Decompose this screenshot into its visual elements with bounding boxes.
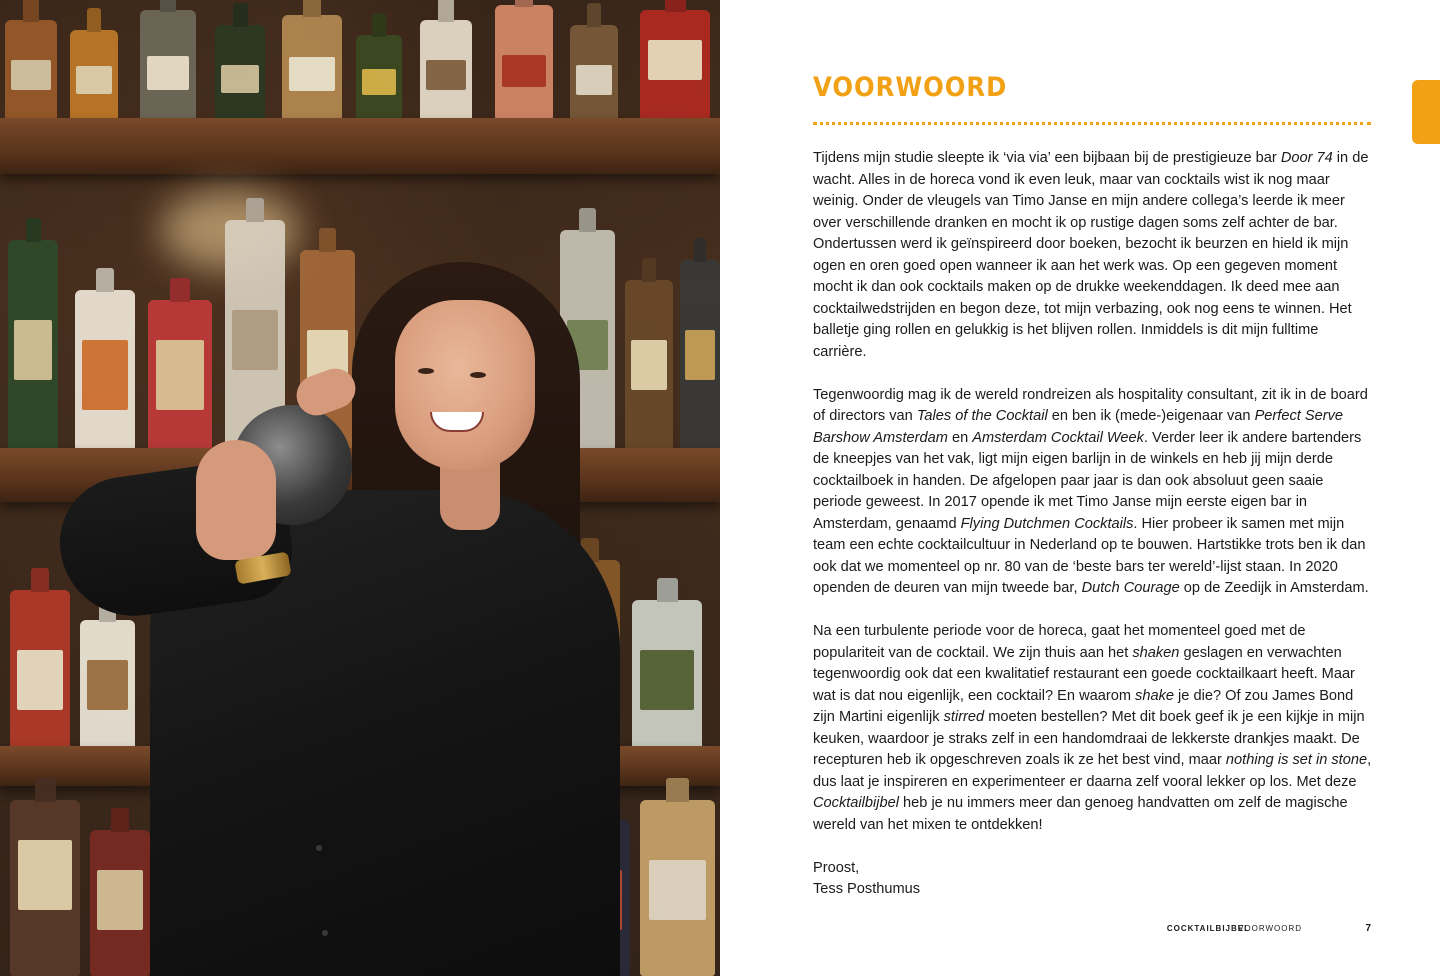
shelf (0, 118, 720, 174)
bottle (80, 620, 135, 760)
bottle (570, 25, 618, 120)
paragraph: Tijdens mijn studie sleepte ik ‘via via’ een bijbaan bij de prestigieuze bar Door 74 in de wacht. Alles in de horeca vond ik even leuk, maar van cocktails wist ik nog maar weinig. Onder de vleugels van Timo Janse en mijn andere collega’s leerde ik meer over verschillende dranken en mocht ik op rustige dagen soms zelf achter de bar. Ondertussen werd ik geïnspireerd door boeken, bezocht ik beurzen en hield ik mijn ogen en oren goed open wanneer ik aan het werk was. Op een gegeven moment mocht ik dan ook cocktails maken op de drukke weekenddagen. Ik deed mee aan cocktailwedstrijden en begon deze, tot mijn verbazing, ook nog eens te winnen. Het balletje ging rollen en gelukkig is het blijven rollen. Inmiddels is dit mijn fulltime carrière. (813, 150, 1369, 360)
italic-title: Flying Dutchmen Cocktails (960, 515, 1134, 532)
bottle (90, 830, 150, 976)
bottle (640, 800, 715, 976)
paragraph: Na een turbulente periode voor de horeca, gaat het momenteel goed met de populariteit van de cocktail. We zijn thuis aan het shaken geslagen en verwachten tegenwoordig ook dat een kwalitatief restaurant een goede cocktailkaart heeft. Maar wat is dat nou eigenlijk, een cocktail? En waarom shake je die? Of zou James Bond zijn Martini eigenlijk stirred moeten bestellen? Met dit boek geef ik je een kijkje in mijn keuken, waardoor je straks zelf in een handomdraai de lekkerste drankjes maakt. De recepturen heb ik opgeschreven zoals ik ze het best vind, maar nothing is set in stone, dus laat je inspireren en experimenteer er daarna zelf vooral lekker op los. Met deze Cocktailbijbel heb je nu immers meer dan genoeg handvatten om zelf de magische wereld van het mixen te ontdekken! (813, 623, 1372, 833)
shirt-button (322, 930, 328, 936)
bottle (215, 25, 265, 120)
paragraph: Tegenwoordig mag ik de wereld rondreizen als hospitality consultant, zit ik in de board of directors van Tales of the Cocktail en ben ik (mede-)eigenaar van Perfect Serve Barshow Amsterdam en Amsterdam Cocktail Week. Verder leer ik andere bartenders de kneepjes van het vak, ligt mijn eigen barlijn in de winkels en heb jij mijn derde cocktailboek in handen. De afgelopen paar jaar is dan ook absoluut geen saaie periode geweest. In 2017 opende ik met Timo Janse mijn eerste eigen bar in Amsterdam, genaamd Flying Dutchmen Cocktails. Hier probeer ik samen met mijn team een echte cocktailcultuur in Nederland op te bouwen. Hartstikke trots ben ik dan ook dat we momenteel op nr. 80 van de ‘beste bars ter wereld’-lijst staan. In 2020 openden de deuren van mijn tweede bar, Dutch Courage op de Zeedijk in Amsterdam. (813, 386, 1369, 596)
bottle (70, 30, 118, 120)
bottle (75, 290, 135, 450)
eye (418, 368, 434, 374)
bottle (640, 10, 710, 120)
shirt-button (316, 845, 322, 851)
bottle (10, 800, 80, 976)
italic-title: nothing is set in stone (1225, 752, 1368, 768)
hand (196, 440, 276, 560)
bottle (356, 35, 402, 120)
bottle (10, 590, 70, 760)
italic-title: Tales of the Cocktail (916, 408, 1048, 424)
bottle (632, 600, 702, 760)
italic-title: shaken (1132, 644, 1180, 661)
bottle (680, 260, 720, 450)
bottle (495, 5, 553, 120)
italic-title: Perfect Serve Barshow Amsterdam (813, 408, 1343, 446)
italic-title: Amsterdam Cocktail Week (972, 429, 1144, 446)
section-tab-marker (1412, 80, 1440, 144)
italic-title: shake (1135, 687, 1174, 704)
closing: Proost, (813, 859, 860, 876)
bottle (5, 20, 57, 120)
bottle (282, 15, 342, 120)
italic-title: Door 74 (1280, 150, 1333, 166)
bottle (8, 240, 58, 450)
dotted-rule (813, 122, 1371, 125)
bottle (148, 300, 212, 450)
author-name: Tess Posthumus (813, 881, 921, 897)
footer-section: VOORWOORD (1238, 924, 1302, 933)
eye (470, 372, 486, 378)
neck (440, 460, 500, 530)
body-text (813, 148, 1373, 901)
bottle (140, 10, 196, 120)
page-number: 7 (1365, 923, 1371, 934)
italic-title: stirred (943, 709, 985, 725)
bottle (420, 20, 472, 120)
face (395, 300, 535, 470)
running-footer (1120, 924, 1371, 938)
footer-book-title: COCKTAILBIJBEL (1166, 924, 1250, 933)
page-title: VOORWOORD (813, 72, 1008, 103)
italic-title: Cocktailbijbel (813, 795, 899, 811)
bottle (625, 280, 673, 450)
italic-title: Dutch Courage (1081, 580, 1180, 596)
